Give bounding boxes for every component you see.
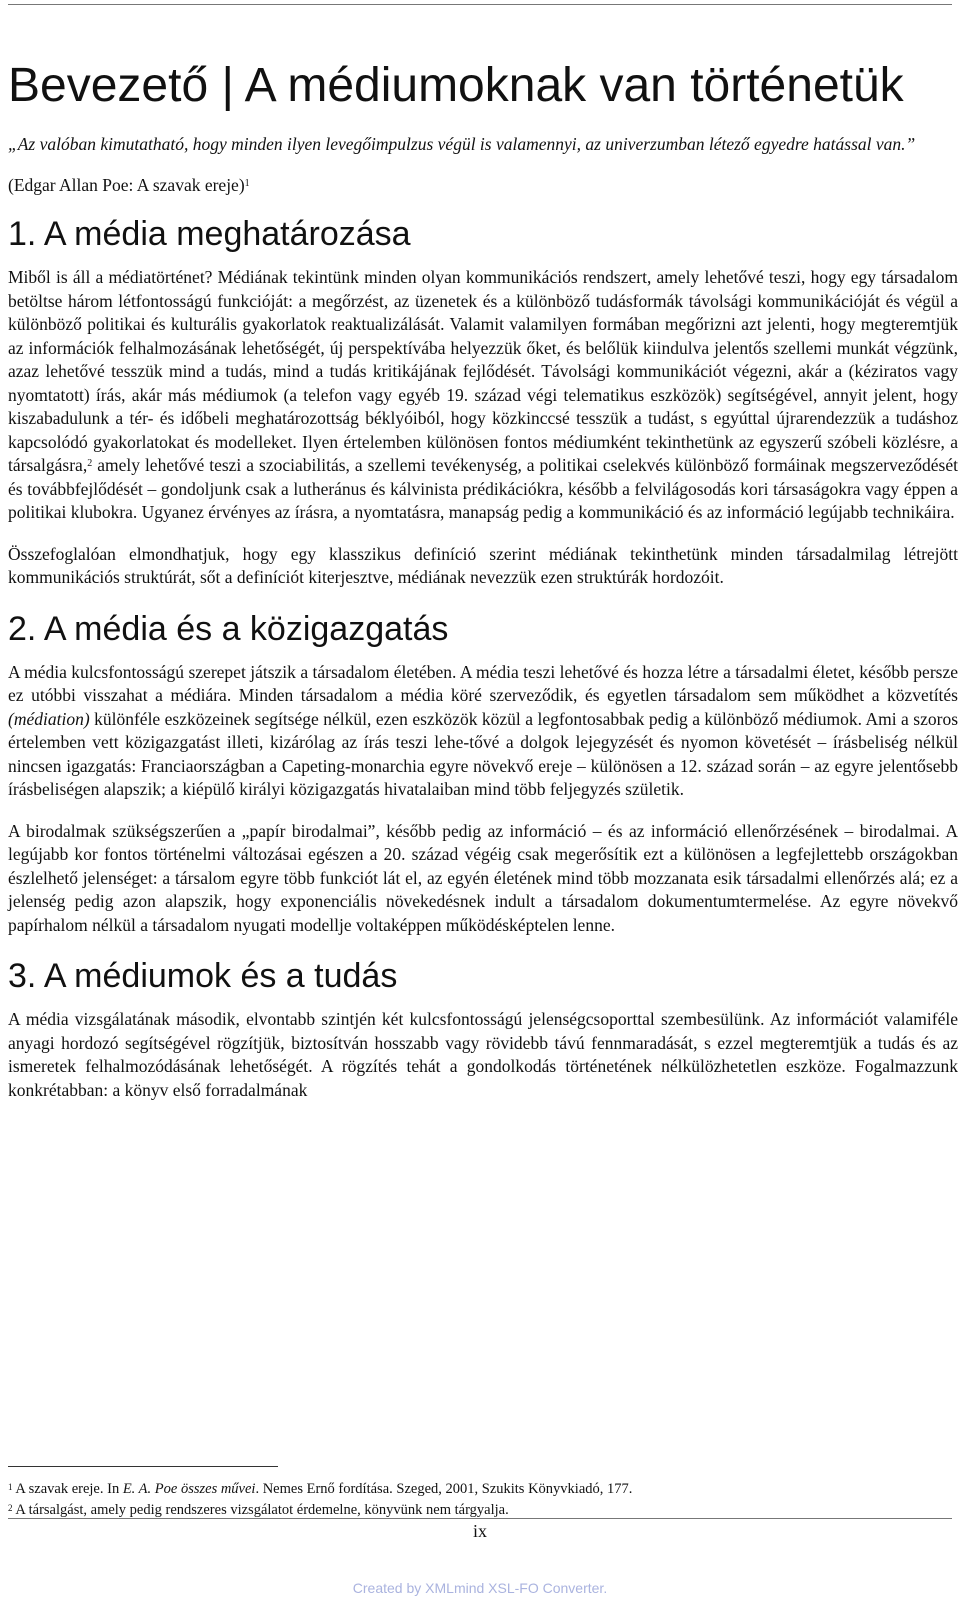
- footnote-italic: E. A. Poe összes művei: [122, 1481, 256, 1497]
- section-1: [8, 213, 958, 590]
- section-2: [8, 608, 958, 938]
- paragraph: [8, 266, 958, 525]
- section-heading-2: 2. A média és a közigazgatás: [8, 609, 449, 648]
- paragraph-text: Miből is áll a médiatörténet? Médiának tekintünk minden olyan kommunikációs rendszert, amely lehetővé teszi, hogy egy társadalom betöltse három létfontosságú funkcióját: a megőrzést, az üzenetek és a különböző tudásformák távolsági kommunikációját és végül a különböző politikai és kulturális gyakorlatok reaktualizálását. Valamit valamilyen formában megőrizni azt jelenti, hogy megteremtjük az információk felhalmozásának lehetőségét, új perspektívába helyezzük őket, és belőlük kiindulva jelentős szellemi munkát végzünk, azaz lehetővé tesszük mind a tudás, mind a tudás kritikájának fejlődését. Távolsági kommunikációt végezni, akár a (kéziratos vagy nyomtatott) írás, akár más médiumok (a telefon vagy egyéb 19. század végi telematikus eszközök) segítségével, annyit jelent, hogy kiszabadulunk a tér- és időbeli meghatározottság béklyóiból, hogy közkinccsé tesszük a tudást, s egyúttal újrarendezzük a tudáshoz kapcsolódó gyakorlatokat és modelleket. Ilyen értelemben különösen fontos médiumként tekinthetünk az egyszerű szóbeli közlésre, a társalgásra,: [8, 267, 958, 475]
- page-number: ix: [472, 1521, 487, 1541]
- header-rule: [8, 4, 952, 5]
- section-3: [8, 955, 958, 1102]
- paragraph-text: amely lehetővé teszi a szociabilitás, a szellemi tevékenység, a politikai cselekvés különböző formáinak megszerveződését és továbbfejlődését – gondoljunk csak a lutheránus és kálvinista prédikációkra, később a felvilágosodás kori társaságokra vagy éppen a politikai klubokra. Ugyanez érvényes az írásra, a nyomtatásra, manapság pedig a kommunikáció és az információ legújabb technikáira.: [8, 455, 958, 522]
- footnote-rule: [8, 1466, 278, 1467]
- paragraph: Összefoglalóan elmondhatjuk, hogy egy klasszikus definíció szerint médiának tekinthetünk minden társadalmilag létrejött kommunikációs struktúrát, sőt a definíciót kiterjesztve, médiának nevezzük ezen struktúrák hordozóit.: [8, 543, 958, 587]
- paragraph: A birodalmak szükségszerűen a „papír birodalmai”, később pedig az információ – és az információ ellenőrzésének – birodalmai. A legújabb kor fontos történelmi változásai egészen a 20. század végéig csak megerősítik ezt a különösen a legfejlettebb országokban észlelhető jelenséget: a társalom egyre több funkciót lát el, az egyén életének mind több mozzanata esik társadalmi ellenőrzés alá; ez a jelenség pedig azon alapszik, hogy exponenciális növekedésnek indult a társadalom dokumentumtermelése. Az egyre növekvő papírhalom nélkül a társadalom nyugati modellje voltaképpen működésképtelen lenne.: [8, 820, 958, 935]
- paragraph: [8, 661, 958, 802]
- section-heading-3: 3. A médiumok és a tudás: [8, 957, 398, 995]
- footnote-number: 2: [8, 1503, 13, 1513]
- footnote-number: 1: [8, 1482, 13, 1492]
- footnotes: [8, 1466, 958, 1521]
- footnote-1: [8, 1479, 958, 1500]
- epigraph-attribution: [8, 174, 958, 197]
- italic-term: (médiation): [8, 708, 90, 729]
- footnote-ref-2[interactable]: 2: [87, 458, 93, 469]
- paragraph-text: különféle eszközeinek segítsége nélkül, ezen eszközök közül a legfontosabbak pedig a különböző médiumok. Ami a szoros értelemben vett közigazgatást illeti, kizárólag az írás teszi lehe-tővé a dolgok lejegyzését és nyomon követését – írásbeliség nélkül nincsen igazgatás: Franciaországban a Capeting-monarchia egyre növekvő ereje – különösen a 12. század során – az egyre jelentősebb írásbeliségen alapszik; a kiépülő királyi közigazgatás hivatalaiban mind több feljegyzés születik.: [8, 708, 958, 799]
- converter-watermark: Created by XMLmind XSL-FO Converter.: [352, 1580, 608, 1596]
- footnote-ref-1[interactable]: 1: [244, 178, 250, 189]
- chapter-title: Bevezető | A médiumoknak van történetük: [8, 59, 904, 112]
- page-content: [8, 46, 958, 1120]
- footnote-text: . Nemes Ernő fordítása. Szeged, 2001, Szukits Könyvkiadó, 177.: [255, 1481, 633, 1497]
- attribution-text: (Edgar Allan Poe: A szavak ereje): [8, 175, 245, 195]
- footnote-text: A társalgást, amely pedig rendszeres vizsgálatot érdemelne, könyvünk nem tárgyalja.: [12, 1502, 509, 1518]
- epigraph-quote: „Az valóban kimutatható, hogy minden ilyen levegőimpulzus végül is valamennyi, az univerzumban létező egyedre hatással van.”: [8, 134, 916, 154]
- section-heading-1: 1. A média meghatározása: [8, 215, 411, 253]
- footnote-text: A szavak ereje. In: [12, 1481, 123, 1497]
- paragraph-text: A média kulcsfontosságú szerepet játszik a társadalom életében. A média teszi lehetővé és hozza létre a társadalmi életet, később persze ez utóbbi visszahat a médiára. Minden társadalom a média köré szerveződik, és egyetlen társadalom sem működhet a közvetítés: [8, 661, 958, 705]
- footer-rule: [8, 1518, 952, 1519]
- paragraph: A média vizsgálatának második, elvontabb szintjén két kulcsfontosságú jelenségcsoporttal szembesülünk. Az információt valamiféle anyagi hordozó segítségével rögzítjük, biztosítván hosszabb vagy rövidebb távú fennmaradását, s ezzel megteremtjük a tudás és az ismeretek felhalmozódásának lehetőségét. A rögzítés tehát a gondolkodás történetének nélkülözhetetlen eszköze. Fogalmazzunk konkrétabban: a könyv első forradalmának: [8, 1009, 958, 1100]
